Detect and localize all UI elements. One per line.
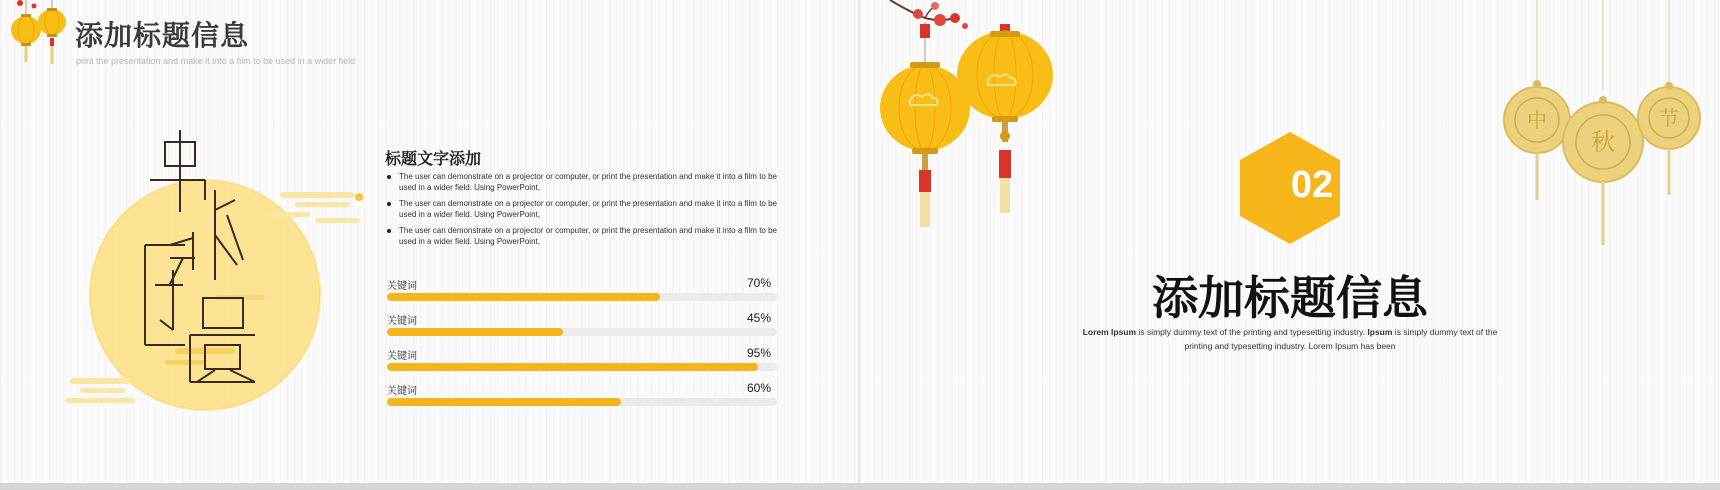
desc-text: is simply dummy text of the printing and typesetting industry. — [1136, 327, 1368, 337]
list-item: The user can demonstrate on a projector or computer, or print the presentation and make it into a film to be used in a wider field. Using PowerPoint, — [385, 199, 777, 220]
progress-row-2 — [387, 312, 777, 342]
progress-fill — [387, 328, 563, 336]
progress-track — [387, 398, 777, 406]
progress-fill — [387, 293, 660, 301]
progress-row-1 — [387, 277, 777, 307]
progress-label: 关键词 — [387, 351, 417, 362]
progress-label: 关键词 — [387, 316, 417, 327]
mid-autumn-art — [65, 120, 375, 420]
desc-bold: Ipsum — [1367, 327, 1393, 337]
progress-track — [387, 328, 777, 336]
mooncake-char: 节 — [1659, 108, 1679, 130]
progress-track — [387, 293, 777, 301]
slide-left — [0, 0, 858, 483]
progress-label: 关键词 — [387, 281, 417, 292]
progress-value: 60% — [746, 381, 771, 395]
small-lanterns-icon — [0, 0, 80, 70]
lantern-icon — [880, 0, 1060, 235]
progress-row-3 — [387, 347, 777, 377]
desc-bold: Lorem Ipsum — [1082, 327, 1137, 337]
list-item: The user can demonstrate on a projector or computer, or print the presentation and make it into a film to be used in a wider field. Using PowerPoint, — [385, 226, 777, 247]
mooncake-char: 中 — [1527, 110, 1547, 132]
description-text — [1070, 325, 1510, 353]
section-title: 标题文字添加 — [385, 151, 482, 168]
mooncake-icon — [1480, 0, 1720, 250]
progress-value: 95% — [746, 346, 771, 360]
desc-text: is simply dummy text of the printing and typesetting industry. Lorem Ipsum has been — [1184, 327, 1498, 351]
bullet-list — [385, 172, 777, 253]
page-subtitle: print the presentation and make it into a film to be used in a wider field — [76, 56, 356, 66]
progress-row-4 — [387, 382, 777, 412]
progress-value: 45% — [746, 311, 771, 325]
page-title: 添加标题信息 — [75, 20, 250, 51]
mooncake-char: 秋 — [1591, 129, 1615, 156]
slide-right — [860, 0, 1720, 483]
section-title-large: 添加标题信息 — [1152, 272, 1428, 324]
section-number: 02 — [1290, 164, 1334, 206]
progress-fill — [387, 398, 621, 406]
list-item: The user can demonstrate on a projector or computer, or print the presentation and make it into a film to be used in a wider field. Using PowerPoint, — [385, 172, 777, 193]
progress-label: 关键词 — [387, 386, 417, 397]
bottom-strip — [0, 483, 1720, 490]
progress-track — [387, 363, 777, 371]
progress-value: 70% — [746, 276, 771, 290]
art-text: 中秋团圆 — [65, 120, 69, 121]
progress-fill — [387, 363, 758, 371]
